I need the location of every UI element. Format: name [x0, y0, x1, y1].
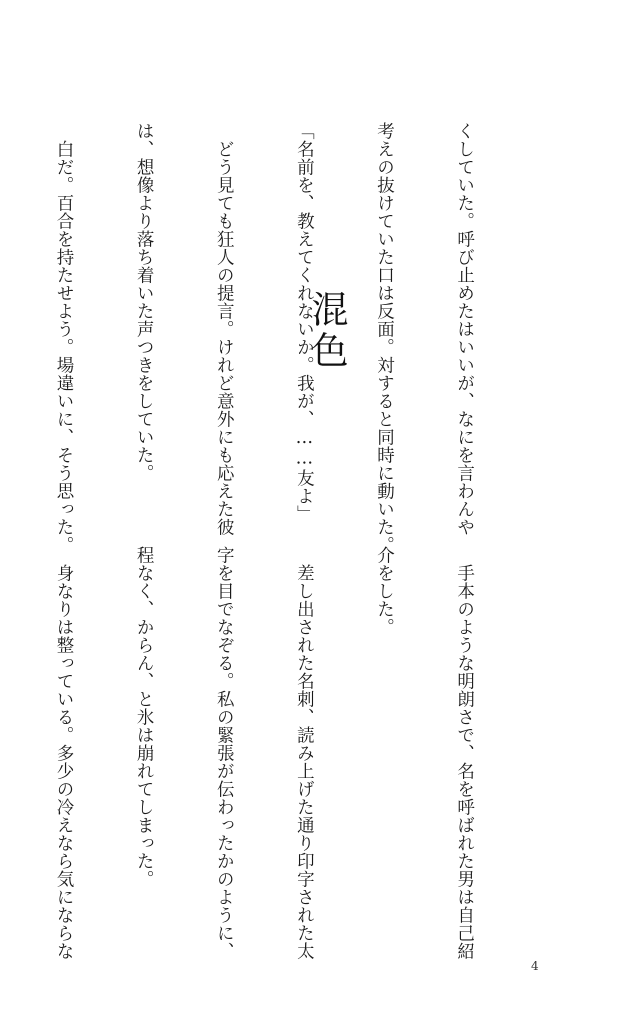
text-line: 考えの抜けていた口は反面。対すると同時に動いた。: [374, 122, 395, 554]
text-line: 身なりは整っている。多少の冷えなら気にならな: [54, 546, 75, 960]
text-line: 手本のような明朗さで、名を呼ばれた男は自己紹: [454, 546, 475, 960]
text-line: 字を目でなぞる。私の緊張が伝わったかのように、: [214, 546, 235, 960]
text-line: 差し出された名刺、読み上げた通り印字された太: [294, 546, 315, 960]
text-line: 白だ。百合を持たせよう。場違いに、そう思った。: [54, 122, 75, 554]
text-line: 「名前を、教えてくれないか。我が、……友よ」: [294, 122, 315, 523]
text-line: は、想像より落ち着いた声つきをしていた。: [134, 122, 155, 482]
text-line: 程なく、からん、と氷は崩れてしまった。: [134, 546, 155, 888]
page-number: 4: [531, 959, 539, 973]
lower-text-block: [54, 546, 531, 960]
text-line: どう見ても狂人の提言。けれど意外にも応えた彼: [214, 122, 235, 536]
chapter-title: 混色: [305, 290, 348, 372]
text-line: 介をした。: [374, 546, 395, 636]
text-line: くしていた。呼び止めたはいいが、なにを言わんや: [454, 122, 475, 536]
